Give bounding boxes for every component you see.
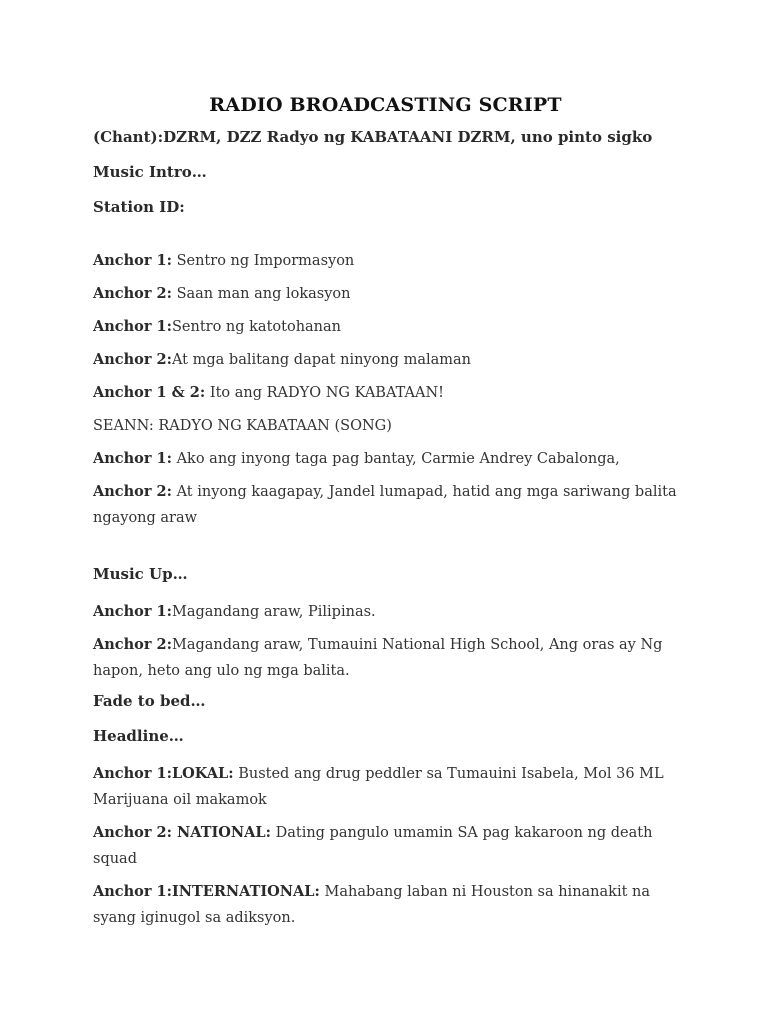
script-line (93, 446, 678, 472)
music-intro-cue: Music Intro… (93, 163, 207, 181)
speaker-label: Anchor 2: (93, 636, 172, 653)
line-text: Magandang araw, Tumauini National High School, Ang oras ay Ng hapon, heto ang ulo ng mga balita. (93, 637, 663, 679)
spacer (93, 538, 678, 564)
line-text: Dating pangulo umamin SA pag kakaroon ng death squad (93, 825, 653, 867)
speaker-label: Anchor 2: NATIONAL: (93, 824, 271, 841)
document-title: RADIO BROADCASTING SCRIPT (209, 94, 562, 116)
speaker-label: Anchor 1: (93, 252, 172, 269)
speaker-label: Anchor 2: (93, 483, 172, 500)
script-line (93, 281, 678, 307)
line-text: Mahabang laban ni Houston sa hinanakit na syang iginugol sa adiksyon. (93, 884, 650, 926)
script-line (93, 248, 678, 274)
script-line (93, 314, 678, 340)
line-text: Ako ang inyong taga pag bantay, Carmie Andrey Cabalonga, (171, 451, 620, 467)
speaker-label: Anchor 2: (93, 351, 172, 368)
line-text: At inyong kaagapay, Jandel lumapad, hatid ang mga sariwang balita ngayong araw (93, 484, 677, 526)
station-id-cue: Station ID: (93, 198, 185, 216)
line-text: Ito ang RADYO NG KABATAAN! (205, 385, 444, 401)
speaker-label: Anchor 1:LOKAL: (93, 765, 234, 782)
line-text: Sentro ng katotohanan (171, 319, 341, 335)
line-text: At mga balitang dapat ninyong malaman (171, 352, 471, 368)
speaker-label: Anchor 1:INTERNATIONAL: (93, 883, 320, 900)
chant-line: (Chant):DZRM, DZZ Radyo ng KABATAANI DZRM, uno pinto sigko (93, 128, 653, 146)
script-line (93, 413, 678, 439)
line-text: Busted ang drug peddler sa Tumauini Isabela, Mol 36 ML Marijuana oil makamok (93, 766, 664, 808)
line-text: SEANN: RADYO NG KABATAAN (SONG) (93, 418, 392, 434)
script-line (93, 380, 678, 406)
line-text: Sentro ng Impormasyon (171, 253, 355, 269)
line-text: Magandang araw, Pilipinas. (171, 604, 376, 620)
script-line (93, 599, 678, 625)
speaker-label: Anchor 1 & 2: (93, 384, 206, 401)
speaker-label: Anchor 1: (93, 318, 172, 335)
script-document (93, 94, 678, 938)
script-line (93, 761, 678, 813)
script-line (93, 632, 678, 684)
fade-to-bed-cue: Fade to bed… (93, 692, 206, 710)
speaker-label: Anchor 1: (93, 603, 172, 620)
script-line (93, 347, 678, 373)
script-line (93, 820, 678, 872)
script-line (93, 879, 678, 931)
speaker-label: Anchor 2: (93, 285, 172, 302)
headline-cue: Headline… (93, 727, 184, 745)
speaker-label: Anchor 1: (93, 450, 172, 467)
music-up-cue: Music Up… (93, 565, 188, 583)
spacer (93, 232, 678, 248)
script-line (93, 479, 678, 531)
line-text: Saan man ang lokasyon (171, 286, 351, 302)
